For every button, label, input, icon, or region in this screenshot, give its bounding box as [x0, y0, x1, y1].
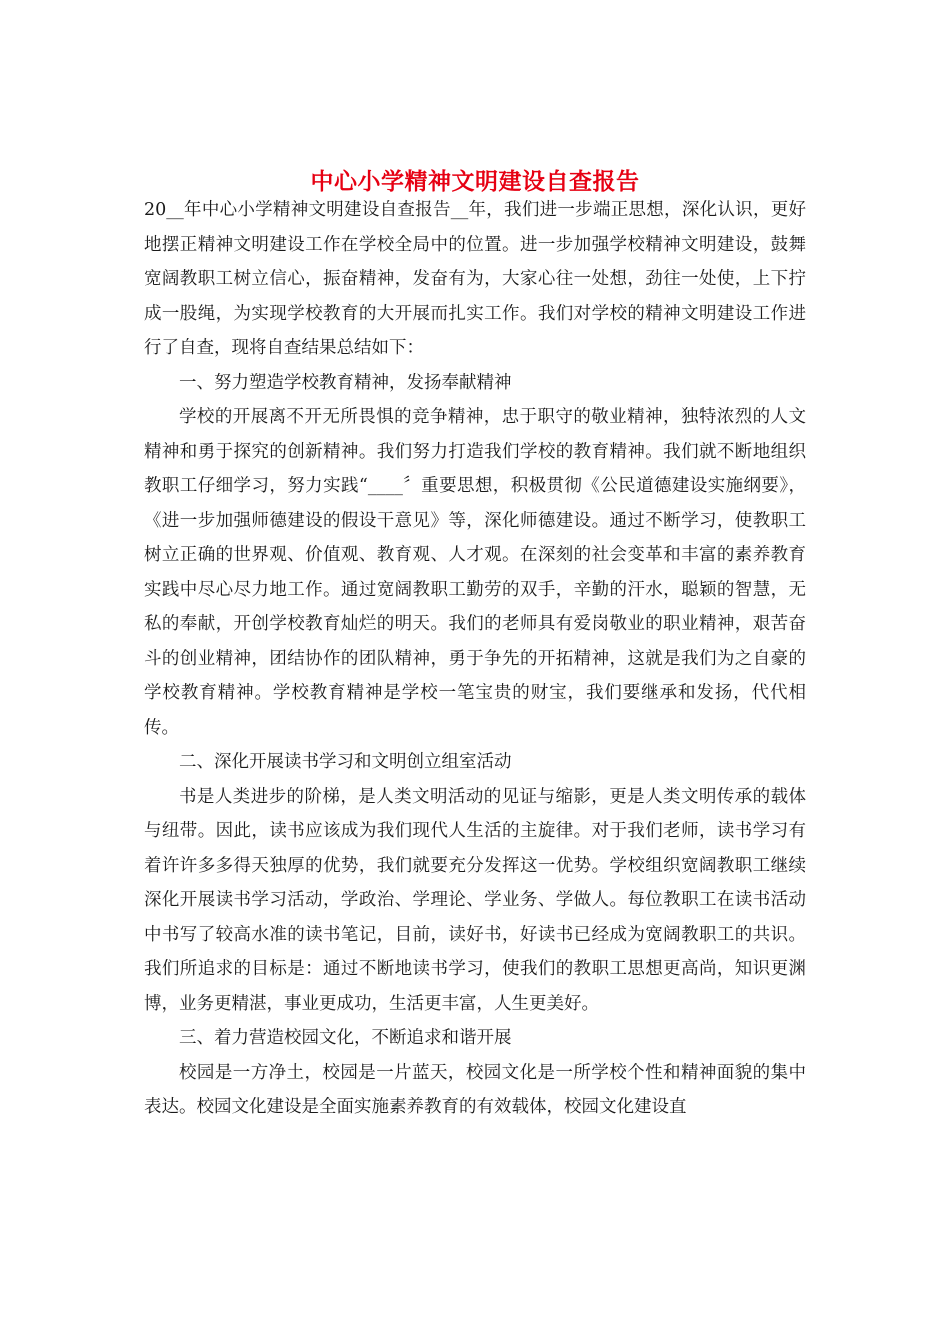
intro-paragraph: 20__年中心小学精神文明建设自查报告__年，我们进一步端正思想，深化认识，更好地摆正精神文明建设工作在学校全局中的位置。进一步加强学校精神文明建设，鼓舞宽阔教职工树立信心，振奋精神，发奋有为，大家心往一处想，劲往一处使，上下拧成一股绳，为实现学校教育的大开展而扎实工作。我们对学校的精神文明建设工作进行了自查，现将自查结果总结如下：	[144, 200, 806, 358]
section-heading-1: 一、努力塑造学校教育精神，发扬奉献精神	[179, 372, 512, 393]
section-heading-3: 三、着力营造校园文化，不断追求和谐开展	[179, 1028, 512, 1048]
document-title: 中心小学精神文明建设自查报告	[310, 168, 640, 196]
document-body	[144, 193, 806, 1125]
section-paragraph-1: 学校的开展离不开无所畏惧的竞争精神，忠于职守的敬业精神，独特浓烈的人文精神和勇于探究的创新精神。我们努力打造我们学校的教育精神。我们就不断地组织教职工仔细学习，努力实践“____〞重要思想，积极贯彻《公民道德建设实施纲要》，《进一步加强师德建设的假设干意见》等，深化师德建设。通过不断学习，使教职工树立正确的世界观、价值观、教育观、人才观。在深刻的社会变革和丰富的素养教育实践中尽心尽力地工作。通过宽阔教职工勤劳的双手，辛勤的汗水，聪颖的智慧，无私的奉献，开创学校教育灿烂的明天。我们的老师具有爱岗敬业的职业精神，艰苦奋斗的创业精神，团结协作的团队精神，勇于争先的开拓精神，这就是我们为之自豪的学校教育精神。学校教育精神是学校一笔宝贵的财宝，我们要继承和发扬，代代相传。	[144, 407, 806, 738]
section-paragraph-2: 书是人类进步的阶梯，是人类文明活动的见证与缩影，更是人类文明传承的载体与纽带。因此，读书应该成为我们现代人生活的主旋律。对于我们老师，读书学习有着许许多多得天独厚的优势，我们就要充分发挥这一优势。学校组织宽阔教职工继续深化开展读书学习活动，学政治、学理论、学业务、学做人。每位教职工在读书活动中书写了较高水准的读书笔记，目前，读好书，好读书已经成为宽阔教职工的共识。我们所追求的目标是：通过不断地读书学习，使我们的教职工思想更高尚，知识更渊博，业务更精湛，事业更成功，生活更丰富，人生更美好。	[144, 786, 806, 1014]
section-paragraph-3: 校园是一方净土，校园是一片蓝天，校园文化是一所学校个性和精神面貌的集中表达。校园文化建设是全面实施素养教育的有效载体，校园文化建设直	[144, 1062, 806, 1117]
section-heading-2: 二、深化开展读书学习和文明创立组室活动	[179, 752, 512, 772]
